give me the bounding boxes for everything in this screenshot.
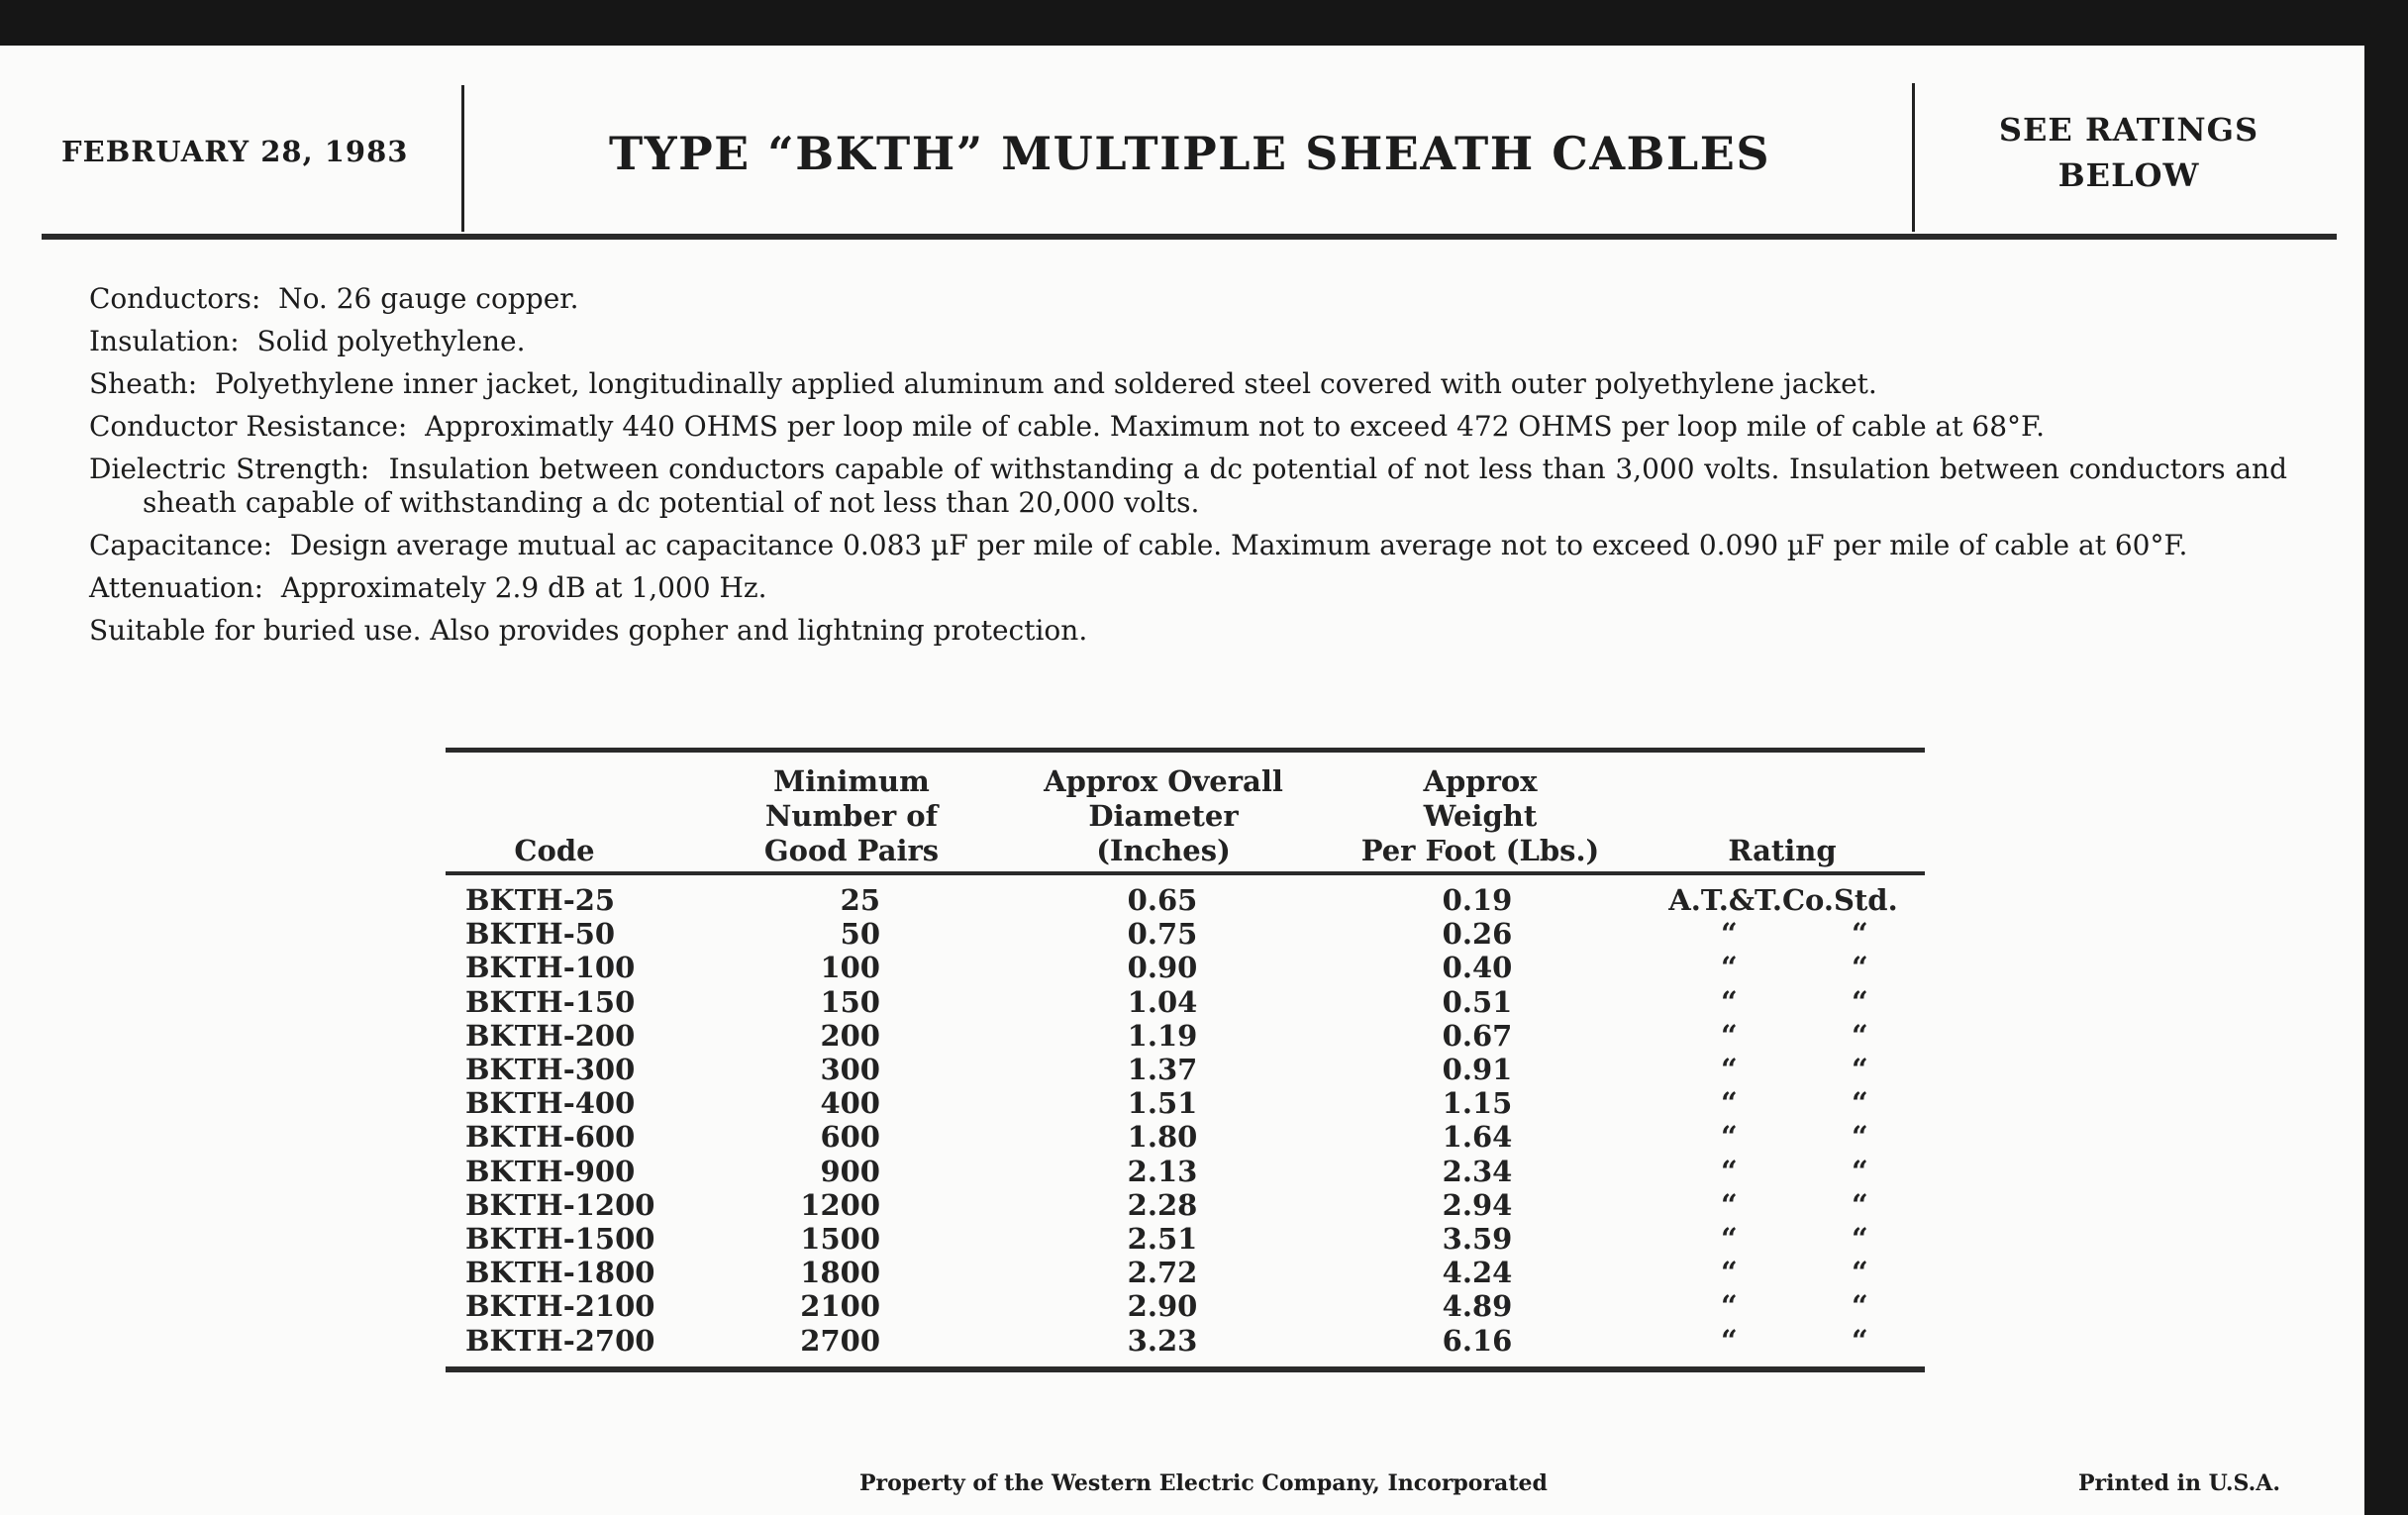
cell-rating-ditto: “: [1721, 1256, 1738, 1290]
cell-rating-ditto: “: [1852, 1323, 1868, 1358]
cell-code: BKTH-2700: [465, 1323, 655, 1358]
cell-diameter: 1.04: [1127, 984, 1198, 1019]
header-rule: [42, 234, 2337, 240]
document-date: FEBRUARY 28, 1983: [61, 135, 409, 168]
cell-code: BKTH-600: [465, 1120, 636, 1155]
cell-code: BKTH-900: [465, 1154, 636, 1188]
spec-item: [89, 614, 2287, 648]
cell-weight: 4.89: [1442, 1289, 1513, 1324]
page-title: TYPE “BKTH” MULTIPLE SHEATH CABLES: [609, 127, 1771, 180]
cell-diameter: 0.90: [1127, 951, 1198, 985]
cell-code: BKTH-300: [465, 1053, 636, 1086]
header-pairs: Minimum: [773, 764, 930, 798]
cell-pairs: 50: [840, 917, 880, 952]
cell-weight: 6.16: [1442, 1323, 1513, 1358]
cell-code: BKTH-2100: [465, 1289, 655, 1324]
spec-text: Solid polyethylene.: [256, 325, 526, 357]
cell-diameter: 2.51: [1127, 1222, 1198, 1256]
cell-pairs: 200: [820, 1018, 880, 1053]
cell-code: BKTH-50: [465, 917, 616, 952]
header-rating: Rating: [1728, 834, 1837, 867]
spec-label: Capacitance:: [89, 529, 273, 561]
cell-weight: 4.24: [1442, 1256, 1513, 1290]
cell-rating-ditto: “: [1852, 1256, 1868, 1290]
cell-pairs: 600: [820, 1120, 880, 1155]
cell-code: BKTH-1800: [465, 1256, 655, 1290]
header-divider-left: [461, 85, 464, 232]
header-diameter: Approx Overall: [1044, 764, 1283, 798]
cell-rating-ditto: “: [1721, 951, 1738, 985]
cell-rating: A.T.&T.Co.Std.: [1668, 883, 1898, 917]
cell-rating-ditto: “: [1852, 1289, 1868, 1324]
specifications: [89, 282, 2287, 656]
spec-item: [89, 325, 2287, 358]
cell-weight: 0.19: [1442, 883, 1513, 917]
cell-code: BKTH-200: [465, 1018, 636, 1053]
cell-rating-ditto: “: [1721, 1187, 1738, 1222]
cell-rating-ditto: “: [1721, 1053, 1738, 1086]
ratings-note-line2: BELOW: [2057, 156, 2200, 194]
cell-pairs: 150: [820, 984, 880, 1019]
cell-pairs: 2100: [800, 1289, 880, 1324]
cell-diameter: 3.23: [1127, 1323, 1198, 1358]
cell-pairs: 100: [820, 951, 880, 985]
cell-rating-ditto: “: [1852, 1222, 1868, 1256]
cell-rating-ditto: “: [1721, 1154, 1738, 1188]
spec-label: Conductor Resistance:: [89, 410, 408, 443]
cell-rating-ditto: “: [1721, 1018, 1738, 1053]
header-weight: Per Foot (Lbs.): [1360, 834, 1600, 867]
cell-weight: 3.59: [1442, 1222, 1513, 1256]
header-pairs: Number of: [764, 799, 939, 833]
cell-rating-ditto: “: [1721, 1323, 1738, 1358]
spec-text: Insulation between conductors capable of withstanding a dc potential of not less than 3,000 volts. Insulation between conductors and sheath capable of withstanding a dc potential of not less than 20,000 volts.: [143, 453, 2287, 519]
cell-pairs: 300: [820, 1053, 880, 1086]
table-bottom-rule: [446, 1366, 1925, 1372]
cell-rating-ditto: “: [1721, 917, 1738, 952]
cell-diameter: 2.72: [1127, 1256, 1198, 1290]
cell-code: BKTH-100: [465, 951, 636, 985]
cell-diameter: 1.37: [1127, 1053, 1198, 1086]
cell-code: BKTH-150: [465, 984, 636, 1019]
header-weight: Approx: [1423, 764, 1538, 798]
cell-code: BKTH-25: [465, 883, 616, 917]
spec-item: [89, 282, 2287, 316]
cell-pairs: 2700: [800, 1323, 880, 1358]
table-top-rule: [446, 748, 1925, 753]
ratings-note-line1: SEE RATINGS: [1998, 111, 2259, 149]
spec-item: [89, 529, 2287, 562]
spec-text: Polyethylene inner jacket, longitudinally applied aluminum and soldered steel covered with outer polyethylene jacket.: [215, 367, 1877, 400]
cell-weight: 0.26: [1442, 917, 1513, 952]
cell-code: BKTH-1200: [465, 1187, 655, 1222]
cell-rating-ditto: “: [1721, 984, 1738, 1019]
cell-diameter: 0.65: [1127, 883, 1198, 917]
cell-code: BKTH-400: [465, 1086, 636, 1121]
footer-property: Property of the Western Electric Company, Incorporated: [859, 1470, 1548, 1496]
spec-item: [89, 571, 2287, 605]
cell-diameter: 1.51: [1127, 1086, 1198, 1121]
cell-pairs: 1800: [800, 1256, 880, 1290]
header-diameter: (Inches): [1096, 834, 1231, 867]
cell-rating-ditto: “: [1852, 984, 1868, 1019]
spec-label: Sheath:: [89, 367, 198, 400]
spec-label: Dielectric Strength:: [89, 453, 370, 485]
spec-label: Insulation:: [89, 325, 240, 357]
footer-printed: Printed in U.S.A.: [2077, 1470, 2280, 1496]
cell-rating-ditto: “: [1721, 1120, 1738, 1155]
cell-rating-ditto: “: [1852, 1120, 1868, 1155]
cell-weight: 1.15: [1442, 1086, 1513, 1121]
cell-rating-ditto: “: [1721, 1289, 1738, 1324]
spec-item: [89, 453, 2287, 520]
cell-weight: 0.91: [1442, 1053, 1513, 1086]
header-weight: Weight: [1423, 799, 1538, 833]
cell-pairs: 1500: [800, 1222, 880, 1256]
cell-weight: 0.40: [1442, 951, 1513, 985]
cell-rating-ditto: “: [1721, 1222, 1738, 1256]
spec-text: Approximatly 440 OHMS per loop mile of cable. Maximum not to exceed 472 OHMS per loop mile of cable at 68°F.: [425, 410, 2045, 443]
cell-diameter: 2.90: [1127, 1289, 1198, 1324]
table-header-rule: [446, 871, 1925, 875]
cell-rating-ditto: “: [1721, 1086, 1738, 1121]
cell-weight: 1.64: [1442, 1120, 1513, 1155]
cell-pairs: 400: [820, 1086, 880, 1121]
spec-text: Approximately 2.9 dB at 1,000 Hz.: [280, 571, 767, 604]
cell-pairs: 25: [840, 883, 880, 917]
spec-item: [89, 367, 2287, 401]
cell-pairs: 900: [820, 1154, 880, 1188]
cell-rating-ditto: “: [1852, 1018, 1868, 1053]
cell-diameter: 2.28: [1127, 1187, 1198, 1222]
spec-text: No. 26 gauge copper.: [278, 282, 579, 315]
header-code: Code: [514, 834, 595, 867]
header-pairs: Good Pairs: [763, 834, 940, 867]
cell-weight: 0.67: [1442, 1018, 1513, 1053]
cell-rating-ditto: “: [1852, 1154, 1868, 1188]
spec-text: Suitable for buried use. Also provides gopher and lightning protection.: [89, 614, 1088, 647]
cell-diameter: 0.75: [1127, 917, 1198, 952]
cell-pairs: 1200: [800, 1187, 880, 1222]
cell-rating-ditto: “: [1852, 951, 1868, 985]
spec-label: Conductors:: [89, 282, 261, 315]
cell-diameter: 1.19: [1127, 1018, 1198, 1053]
cell-weight: 2.94: [1442, 1187, 1513, 1222]
cell-weight: 0.51: [1442, 984, 1513, 1019]
cell-rating-ditto: “: [1852, 1086, 1868, 1121]
spec-text: Design average mutual ac capacitance 0.083 µF per mile of cable. Maximum average not to exceed 0.090 µF per mile of cable at 60°F.: [289, 529, 2188, 561]
cell-rating-ditto: “: [1852, 1053, 1868, 1086]
spec-item: [89, 410, 2287, 444]
header-divider-right: [1912, 83, 1915, 232]
header-diameter: Diameter: [1088, 799, 1239, 833]
cell-rating-ditto: “: [1852, 1187, 1868, 1222]
cell-rating-ditto: “: [1852, 917, 1868, 952]
cell-diameter: 1.80: [1127, 1120, 1198, 1155]
cell-code: BKTH-1500: [465, 1222, 655, 1256]
cell-diameter: 2.13: [1127, 1154, 1198, 1188]
cell-weight: 2.34: [1442, 1154, 1513, 1188]
spec-label: Attenuation:: [89, 571, 264, 604]
